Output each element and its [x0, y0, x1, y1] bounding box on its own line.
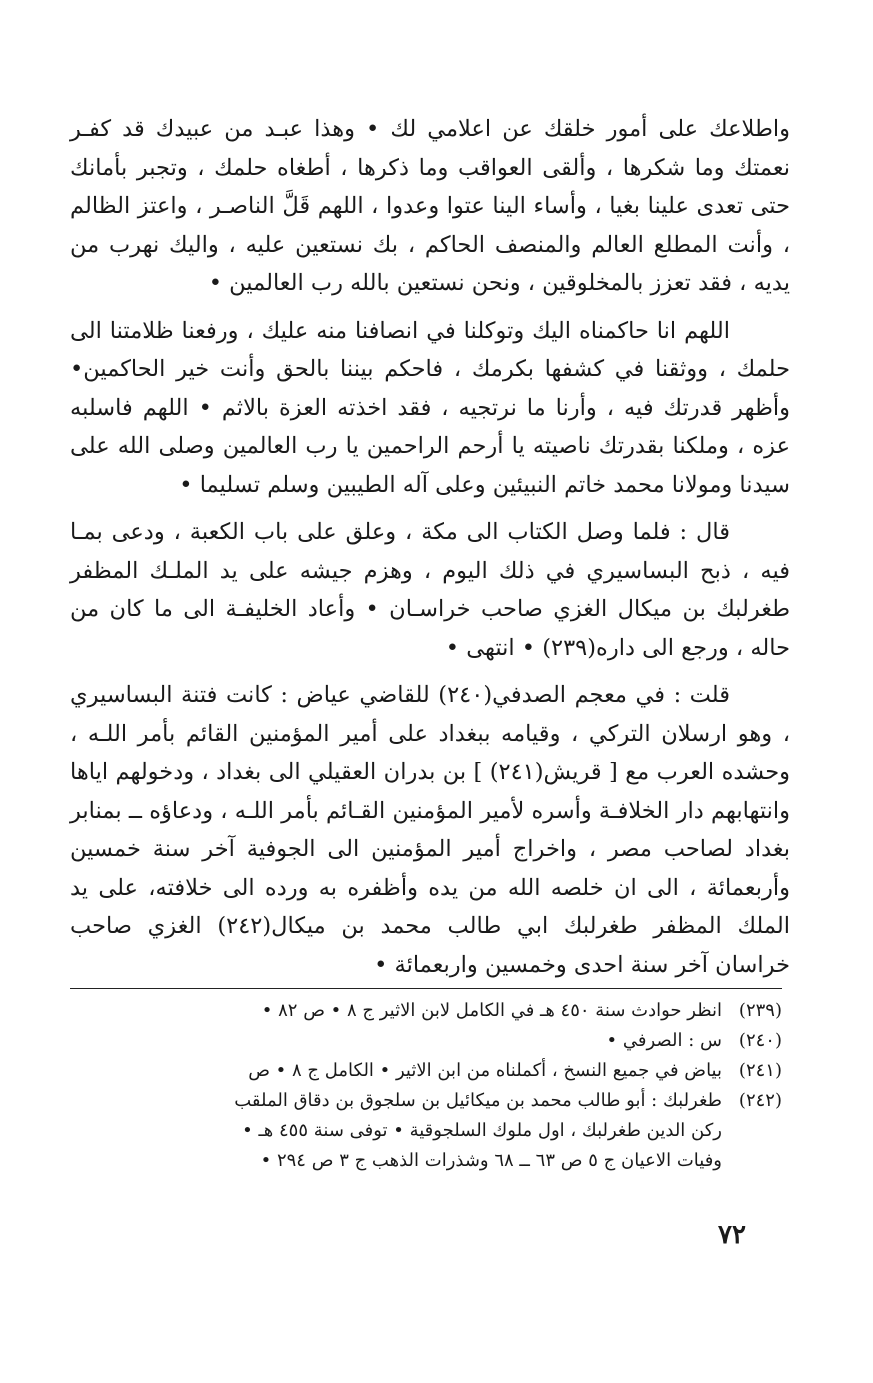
footnote-divider — [70, 988, 782, 989]
footnotes-section — [70, 996, 782, 1176]
footnote-242 — [70, 1086, 782, 1176]
page-number: ٧٢ — [718, 1220, 746, 1250]
footnote-240 — [70, 1026, 782, 1056]
footnote-number: (٢٤٠) — [738, 1030, 782, 1051]
paragraph-narrative: قال : فلما وصل الكتاب الى مكة ، وعلق على باب الكعبة ، ودعى بمـا فيه ، ذبح البساسيري في ذلك اليوم ، وهزم جيشه على يد الملـك المظفر طغرلبك بن ميكال الغزي صاحب خراسـان • وأعاد الخليفـة الى ما كان من حاله ، ورجع الى داره(٢٣٩) • انتهى • — [70, 519, 790, 661]
paragraph-prayer-2: اللهم انا حاكمناه اليك وتوكلنا في انصافنا منه عليك ، ورفعنا ظلامتنا الى حلمك ، ووثقنا في كشفها بكرمك ، فاحكم بيننا بالحق وأنت خير الحاكمين• وأظهر قدرتك فيه ، وأرنا ما نرتجيه ، فقد اخذته العزة بالاثم • اللهم فاسلبه عزه ، وملكنا بقدرتك ناصيته يا أرحم الراحمين يا رب العالمين وصلى الله على سيدنا ومولانا محمد خاتم النبيئين وعلى آله الطيبين وسلم تسليما • — [70, 317, 790, 498]
footnote-text: بياض في جميع النسخ ، أكملناه من ابن الاثير • الكامل ج ٨ • ص — [248, 1060, 722, 1081]
footnote-text: انظر حوادث سنة ٤٥٠ هـ في الكامل لابن الاثير ج ٨ • ص ٨٢ • — [261, 1000, 722, 1021]
footnote-text: طغرلبك : أبو طالب محمد بن ميكائيل بن سلجوق بن دقاق الملقب ركن الدين طغرلبك ، اول ملوك السلجوقية • توفى سنة ٤٥٥ هـ • وفيات الاعيان ج ٥ ص ٦٣ ــ ٦٨ وشذرات الذهب ج ٣ ص ٢٩٤ • — [234, 1090, 722, 1171]
main-text — [70, 110, 790, 993]
footnote-number: (٢٤٢) — [738, 1090, 782, 1111]
footnote-number: (٢٤١) — [738, 1060, 782, 1081]
footnote-239 — [70, 996, 782, 1026]
footnote-number: (٢٣٩) — [738, 1000, 782, 1021]
paragraph-commentary: قلت : في معجم الصدفي(٢٤٠) للقاضي عياض : كانت فتنة البساسيري ، وهو ارسلان التركي ، وقيامه ببغداد على أمير المؤمنين القائم بأمر اللـه ، وحشده العرب مع [ قريش(٢٤١) ] بن بدران العقيلي الى بغداد ، ودخولهم اياها وانتهابهم دار الخلافـة وأسره لأمير المؤمنين القـائم بأمر اللـه ، ودعاؤه ــ بمنابر بغداد لصاحب مصر ، واخراج أمير المؤمنين الى الجوفية آخر سنة خمسين وأربعمائة ، الى ان خلصه الله من يده وأظفره به ورده الى خلافته، على يد الملك المظفر طغرلبك ابي طالب محمد بن ميكال(٢٤٢) الغزي صاحب خراسان آخر سنة احدى وخمسين واربعمائة • — [70, 682, 791, 978]
paragraph-prayer-1: واطلاعك على أمور خلقك عن اعلامي لك • وهذا عبـد من عبيدك قد كفـر نعمتك وما شكرها ، وألقى العواقب وما ذكرها ، أطغاه حلمك ، وتجبر بأمانك حتى تعدى علينا بغيا ، وأساء الينا عتوا وعدوا ، اللهم قَلَّ الناصـر ، واعتز الظالم ، وأنت المطلع العالم والمنصف الحاكم ، بك نستعين عليه ، واليك نهرب من يديه ، فقد تعزز بالمخلوقين ، ونحن نستعين بالله رب العالمين • — [70, 116, 790, 296]
footnote-241 — [70, 1056, 782, 1086]
footnote-text: س : الصرفي • — [606, 1030, 722, 1051]
